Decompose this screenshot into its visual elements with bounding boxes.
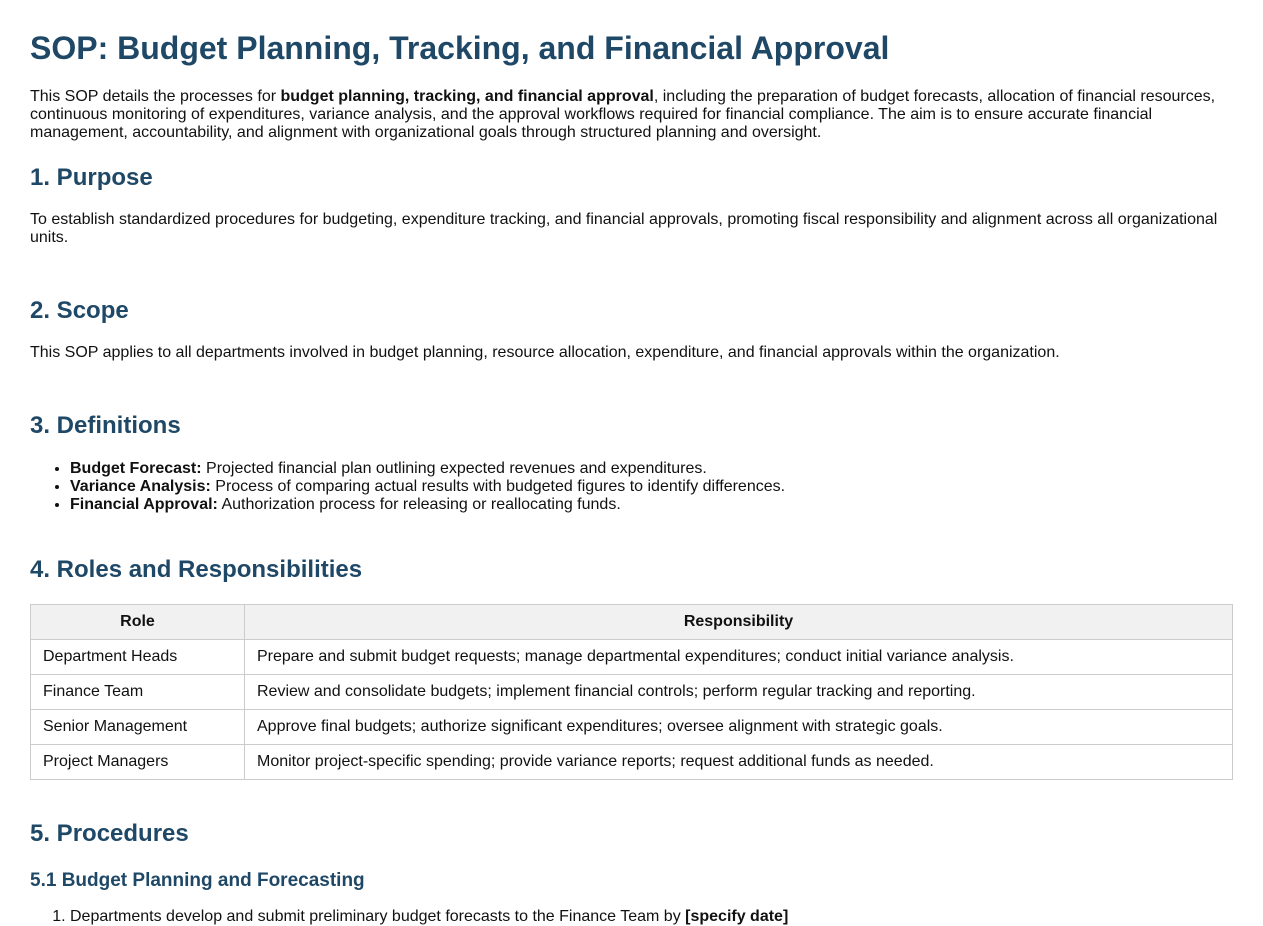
table-row <box>31 640 1233 675</box>
section-scope <box>30 297 1233 362</box>
procedures-list <box>30 908 1233 926</box>
page-title: SOP: Budget Planning, Tracking, and Financial Approval <box>30 30 890 66</box>
section-definitions <box>30 412 1233 514</box>
definitions-heading: 3. Definitions <box>30 412 181 439</box>
role-cell: Finance Team <box>31 675 245 710</box>
column-header-role: Role <box>31 605 245 640</box>
section-procedures <box>30 820 1233 926</box>
definitions-list <box>30 460 1233 514</box>
intro-text-bold: budget planning, tracking, and financial approval <box>280 88 654 105</box>
role-cell: Department Heads <box>31 640 245 675</box>
intro-text-after: , including the preparation of budget forecasts, allocation of financial resources, continuous monitoring of expenditures, variance analysis, and the approval workflows required for financial compliance. The aim is to ensure accurate financial management, accountability, and alignment with organizational goals through structured planning and oversight. <box>30 88 1216 141</box>
responsibility-cell: Monitor project-specific spending; provide variance reports; request additional funds as needed. <box>245 745 1233 780</box>
list-item <box>70 460 1233 478</box>
section-purpose <box>30 164 1233 247</box>
scope-text: This SOP applies to all departments involved in budget planning, resource allocation, expenditure, and financial approvals within the organization. <box>30 344 1060 361</box>
procedure-text: Departments develop and submit preliminary budget forecasts to the Finance Team by <box>70 908 686 925</box>
intro-paragraph <box>30 88 1225 142</box>
purpose-text: To establish standardized procedures for budgeting, expenditure tracking, and financial approvals, promoting fiscal responsibility and alignment across all organizational units. <box>30 211 1218 246</box>
list-item <box>70 478 1233 496</box>
table-header-row <box>31 605 1233 640</box>
responsibility-cell: Approve final budgets; authorize significant expenditures; oversee alignment with strategic goals. <box>245 710 1233 745</box>
table-row <box>31 710 1233 745</box>
role-cell: Senior Management <box>31 710 245 745</box>
scope-heading: 2. Scope <box>30 297 129 324</box>
list-item <box>70 908 1233 926</box>
role-cell: Project Managers <box>31 745 245 780</box>
section-roles <box>30 556 1233 780</box>
table-row <box>31 675 1233 710</box>
responsibility-cell: Review and consolidate budgets; implement financial controls; perform regular tracking and reporting. <box>245 675 1233 710</box>
definition-text: Projected financial plan outlining expected revenues and expenditures. <box>201 460 707 477</box>
definition-term: Financial Approval: <box>70 496 218 513</box>
table-row <box>31 745 1233 780</box>
definition-term: Budget Forecast: <box>70 460 202 477</box>
list-item <box>70 496 1233 514</box>
responsibility-cell: Prepare and submit budget requests; manage departmental expenditures; conduct initial variance analysis. <box>245 640 1233 675</box>
definition-text: Process of comparing actual results with budgeted figures to identify differences. <box>210 478 786 495</box>
definition-term: Variance Analysis: <box>70 478 211 495</box>
purpose-heading: 1. Purpose <box>30 164 153 191</box>
procedure-placeholder: [specify date] <box>685 908 789 925</box>
intro-text-before: This SOP details the processes for <box>30 88 281 105</box>
definition-text: Authorization process for releasing or reallocating funds. <box>217 496 621 513</box>
roles-table <box>30 604 1233 780</box>
procedures-subheading-5-1: 5.1 Budget Planning and Forecasting <box>30 870 365 891</box>
procedures-heading: 5. Procedures <box>30 820 189 847</box>
roles-heading: 4. Roles and Responsibilities <box>30 556 363 583</box>
column-header-responsibility: Responsibility <box>245 605 1233 640</box>
